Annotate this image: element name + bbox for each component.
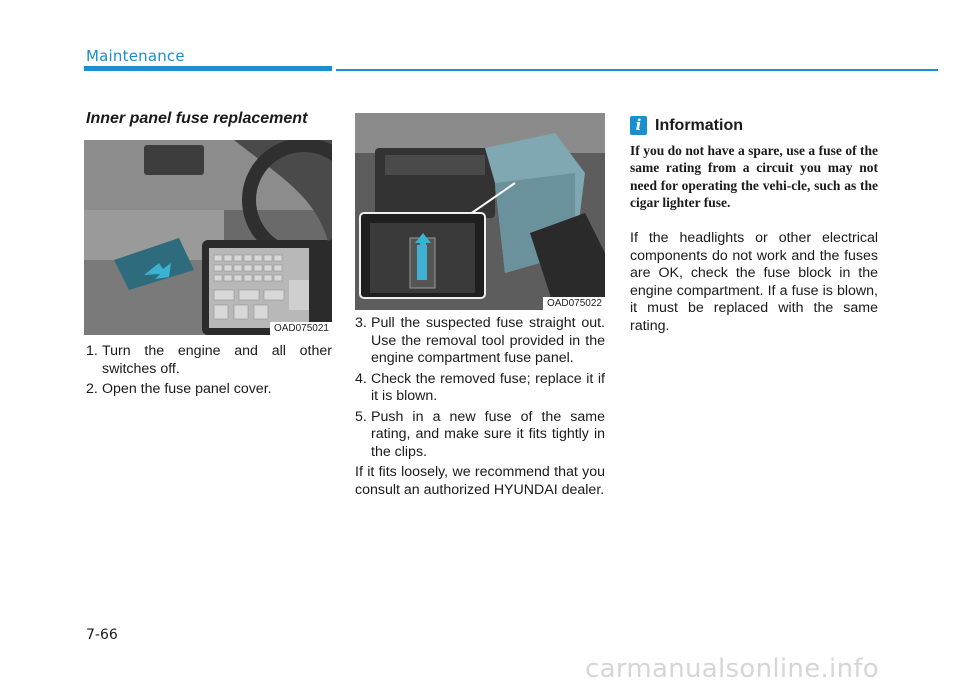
header-rule-thick: [84, 66, 332, 71]
information-bold-text: If you do not have a spare, use a fuse of the same rating from a circuit you may not need for operating the vehi-cle, such as the cigar lighter fuse.: [630, 143, 878, 211]
step-number: 5.: [355, 408, 367, 425]
dealer-paragraph: If it fits loosely, we recommend that you consult an authorized HYUNDAI dealer.: [355, 464, 605, 498]
step-item: [355, 409, 605, 462]
page-number: 7-66: [86, 627, 118, 643]
figure-code-label: OAD075021: [270, 322, 332, 335]
step-item: [86, 381, 332, 399]
step-number: 1.: [86, 343, 98, 359]
engine-compartment-illustration: [355, 113, 605, 310]
figure-code-label: OAD075022: [543, 297, 605, 310]
step-text: Push in a new fuse of the same rating, and make sure it fits tightly in the clips.: [371, 408, 605, 460]
figure-inner-fuse-panel: [84, 140, 332, 335]
step-item: [355, 315, 605, 368]
step-number: 4.: [355, 370, 367, 387]
section-heading: Inner panel fuse replacement: [86, 110, 308, 127]
step-number: 3.: [355, 315, 367, 331]
information-title: Information: [655, 116, 743, 134]
step-text: Turn the engine and all other switches off.: [102, 343, 332, 377]
step-text: Pull the suspected fuse straight out. Use the removal tool provided in the engine compartment fuse panel.: [371, 315, 605, 366]
interior-dashboard-illustration: [84, 140, 332, 335]
information-body: If the headlights or other electrical components do not work and the fuses are OK, check the fuse block in the engine compartment. If a fuse is blown, it must be replaced with the same rating.: [630, 230, 878, 334]
information-header: [630, 116, 743, 135]
watermark: carmanualsonline.info: [585, 654, 880, 684]
column-2-steps: [355, 315, 605, 502]
header-rule-thin: [336, 69, 938, 71]
section-label: Maintenance: [86, 47, 185, 65]
step-number: 2.: [86, 381, 98, 397]
step-text: Open the fuse panel cover.: [102, 381, 272, 397]
step-item: [355, 371, 605, 406]
figure-engine-fuse-box: [355, 113, 605, 310]
information-icon: i: [630, 116, 647, 135]
step-item: [86, 343, 332, 378]
step-text: Check the removed fuse; replace it if it is blown.: [371, 370, 605, 404]
column-1-steps: [86, 343, 332, 402]
